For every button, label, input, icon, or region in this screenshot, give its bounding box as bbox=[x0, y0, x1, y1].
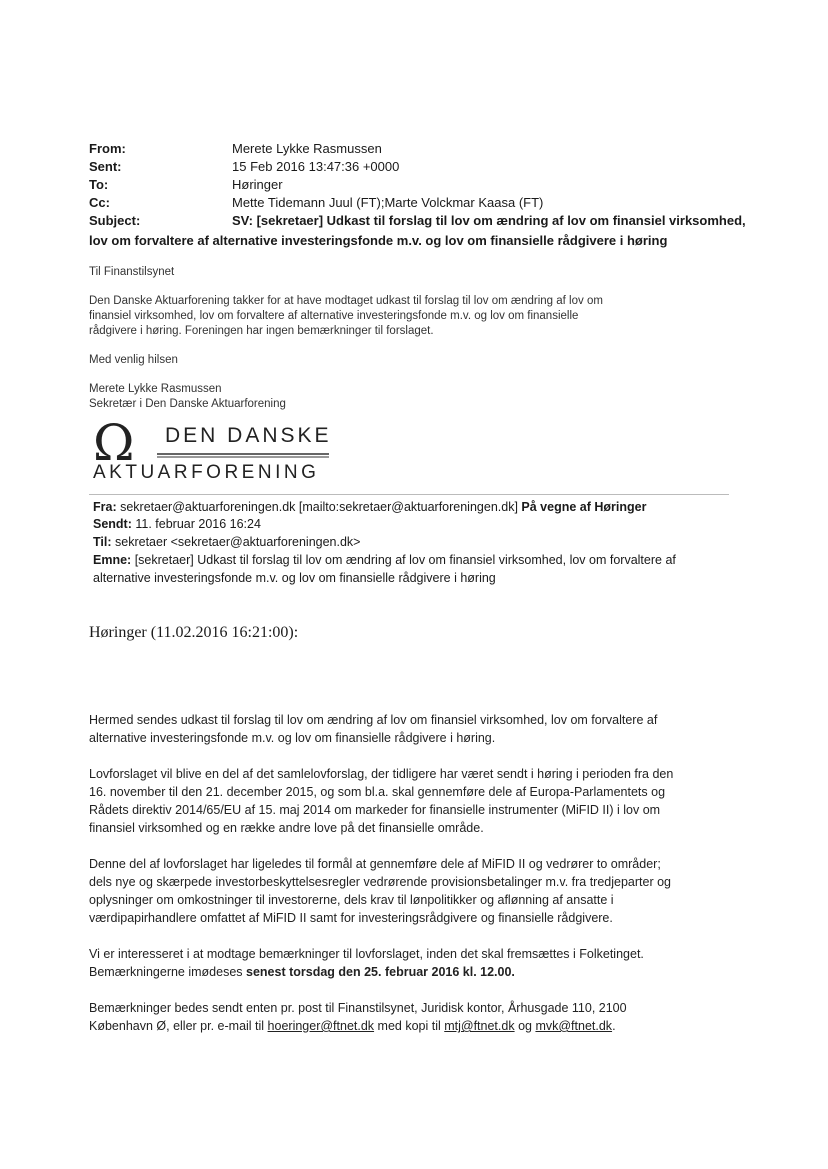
body-p1-line-1: Hermed sendes udkast til forslag til lov om ændring af lov om finansiel virksomhed, lov om forvaltere af bbox=[89, 713, 658, 727]
fra-value: sekretaer@aktuarforeningen.dk [mailto:sekretaer@aktuarforeningen.dk] bbox=[120, 500, 518, 514]
reply-para-line-2: finansiel virksomhed, lov om forvaltere af alternative investeringsfonde m.v. og lov om finansielle bbox=[89, 310, 579, 322]
sendt-value: 11. februar 2016 16:24 bbox=[135, 517, 261, 531]
signature-title: Sekretær i Den Danske Aktuarforening bbox=[89, 398, 286, 410]
body-p4-line-1: Vi er interesseret i at modtage bemærkninger til lovforslaget, inden det skal fremsættes i Folketinget. bbox=[89, 947, 644, 961]
deadline-intro: Bemærkningerne imødeses bbox=[89, 965, 247, 979]
p5-text-c: og bbox=[514, 1019, 536, 1033]
logo-symbol: Ω bbox=[93, 418, 135, 472]
body-p2-line-2: 16. november til den 21. december 2015, og som bl.a. skal gennemføre dele af Europa-Parlamentets og bbox=[89, 785, 666, 799]
forwarded-to-line bbox=[93, 534, 733, 551]
p5-text-d: . bbox=[612, 1019, 616, 1033]
forwarded-subject-line-2: alternative investeringsfonde m.v. og lov om finansielle rådgivere i høring bbox=[93, 571, 496, 585]
body-p4-line-2 bbox=[89, 963, 729, 981]
subject-label: Subject: bbox=[89, 213, 141, 228]
body-p1-line-2: alternative investeringsfonde m.v. og lov om finansielle rådgivere i høring. bbox=[89, 731, 496, 745]
signature-name: Merete Lykke Rasmussen bbox=[89, 383, 222, 395]
reply-para-line-3: rådgivere i høring. Foreningen har ingen bemærkninger til forslaget. bbox=[89, 325, 434, 337]
emne-value-1: [sekretaer] Udkast til forslag til lov om ændring af lov om finansiel virksomhed, lov om forvaltere af bbox=[134, 553, 676, 567]
cc-label: Cc: bbox=[89, 195, 110, 210]
to-label: To: bbox=[89, 177, 109, 192]
body-p3-line-1: Denne del af lovforslaget har ligeledes til formål at gennemføre dele af MiFID II og vedrører to områder; bbox=[89, 857, 661, 871]
body-p3-line-4: værdipapirhandlere omfattet af MiFID II samt for investeringsrådgivere og finansielle rådgivere. bbox=[89, 911, 613, 925]
til-label: Til: bbox=[93, 535, 112, 549]
body-p5-line-1: Bemærkninger bedes sendt enten pr. post til Finanstilsynet, Juridisk kontor, Århusgade 110, 2100 bbox=[89, 1001, 627, 1015]
sent-label: Sent: bbox=[89, 159, 122, 174]
body-p2-line-3: Rådets direktiv 2014/65/EU af 15. maj 2014 om markeder for finansielle instrumenter (MiFID II) i lov om bbox=[89, 803, 661, 817]
from-value: Merete Lykke Rasmussen bbox=[232, 141, 382, 156]
cc-value: Mette Tidemann Juul (FT);Marte Volckmar Kaasa (FT) bbox=[232, 195, 544, 210]
from-label: From: bbox=[89, 141, 126, 156]
mtj-email-link[interactable]: mtj@ftnet.dk bbox=[444, 1019, 515, 1033]
body-p2-line-4: finansiel virksomhed og en række andre love på det finansielle område. bbox=[89, 821, 484, 835]
subject-value-line-2: lov om forvaltere af alternative investeringsfonde m.v. og lov om finansielle rådgivere i høring bbox=[89, 233, 668, 248]
reply-greeting: Til Finanstilsynet bbox=[89, 266, 175, 278]
paa-vegne: På vegne af Høringer bbox=[521, 500, 647, 514]
body-p2-line-1: Lovforslaget vil blive en del af det samlelovforslag, der tidligere har været sendt i høring i perioden fra den bbox=[89, 767, 674, 781]
forwarded-subject-line-1 bbox=[93, 552, 733, 569]
hoeringer-email-link[interactable]: hoeringer@ftnet.dk bbox=[267, 1019, 375, 1033]
body-p3-line-3: oplysninger om omkostninger til investorerne, dels krav til lønpolitikker og aflønning af ansatte i bbox=[89, 893, 614, 907]
p5-text-a: København Ø, eller pr. e-mail til bbox=[89, 1019, 268, 1033]
reply-closing: Med venlig hilsen bbox=[89, 354, 178, 366]
reply-para-line-1: Den Danske Aktuarforening takker for at have modtaget udkast til forslag til lov om ændring af lov om bbox=[89, 295, 603, 307]
sendt-label: Sendt: bbox=[93, 517, 132, 531]
subject-value-line-1: SV: [sekretaer] Udkast til forslag til lov om ændring af lov om finansiel virksomhed, bbox=[232, 213, 746, 228]
body-p3-line-2: dels nye og skærpede investorbeskyttelsesregler vedrørende provisionsbetalinger m.v. fra tredjeparter og bbox=[89, 875, 672, 889]
sent-value: 15 Feb 2016 13:47:36 +0000 bbox=[232, 159, 400, 174]
hoering-title: Høringer (11.02.2016 16:21:00): bbox=[89, 624, 299, 641]
forwarded-sent-line bbox=[93, 516, 733, 533]
to-value: Høringer bbox=[232, 177, 283, 192]
logo-line-2: AKTUARFORENING bbox=[93, 462, 320, 483]
til-value: sekretaer <sekretaer@aktuarforeningen.dk> bbox=[115, 535, 361, 549]
emne-label: Emne: bbox=[93, 553, 132, 567]
logo-line-1: DEN DANSKE bbox=[165, 424, 332, 447]
aktuarforening-logo bbox=[93, 418, 333, 486]
fra-label: Fra: bbox=[93, 500, 117, 514]
deadline-text: senest torsdag den 25. februar 2016 kl. 12.00. bbox=[246, 965, 515, 979]
forwarded-from-line bbox=[93, 499, 733, 516]
body-p5-line-2 bbox=[89, 1017, 729, 1035]
mvk-email-link[interactable]: mvk@ftnet.dk bbox=[535, 1019, 613, 1033]
p5-text-b: med kopi til bbox=[374, 1019, 445, 1033]
divider bbox=[89, 494, 729, 495]
